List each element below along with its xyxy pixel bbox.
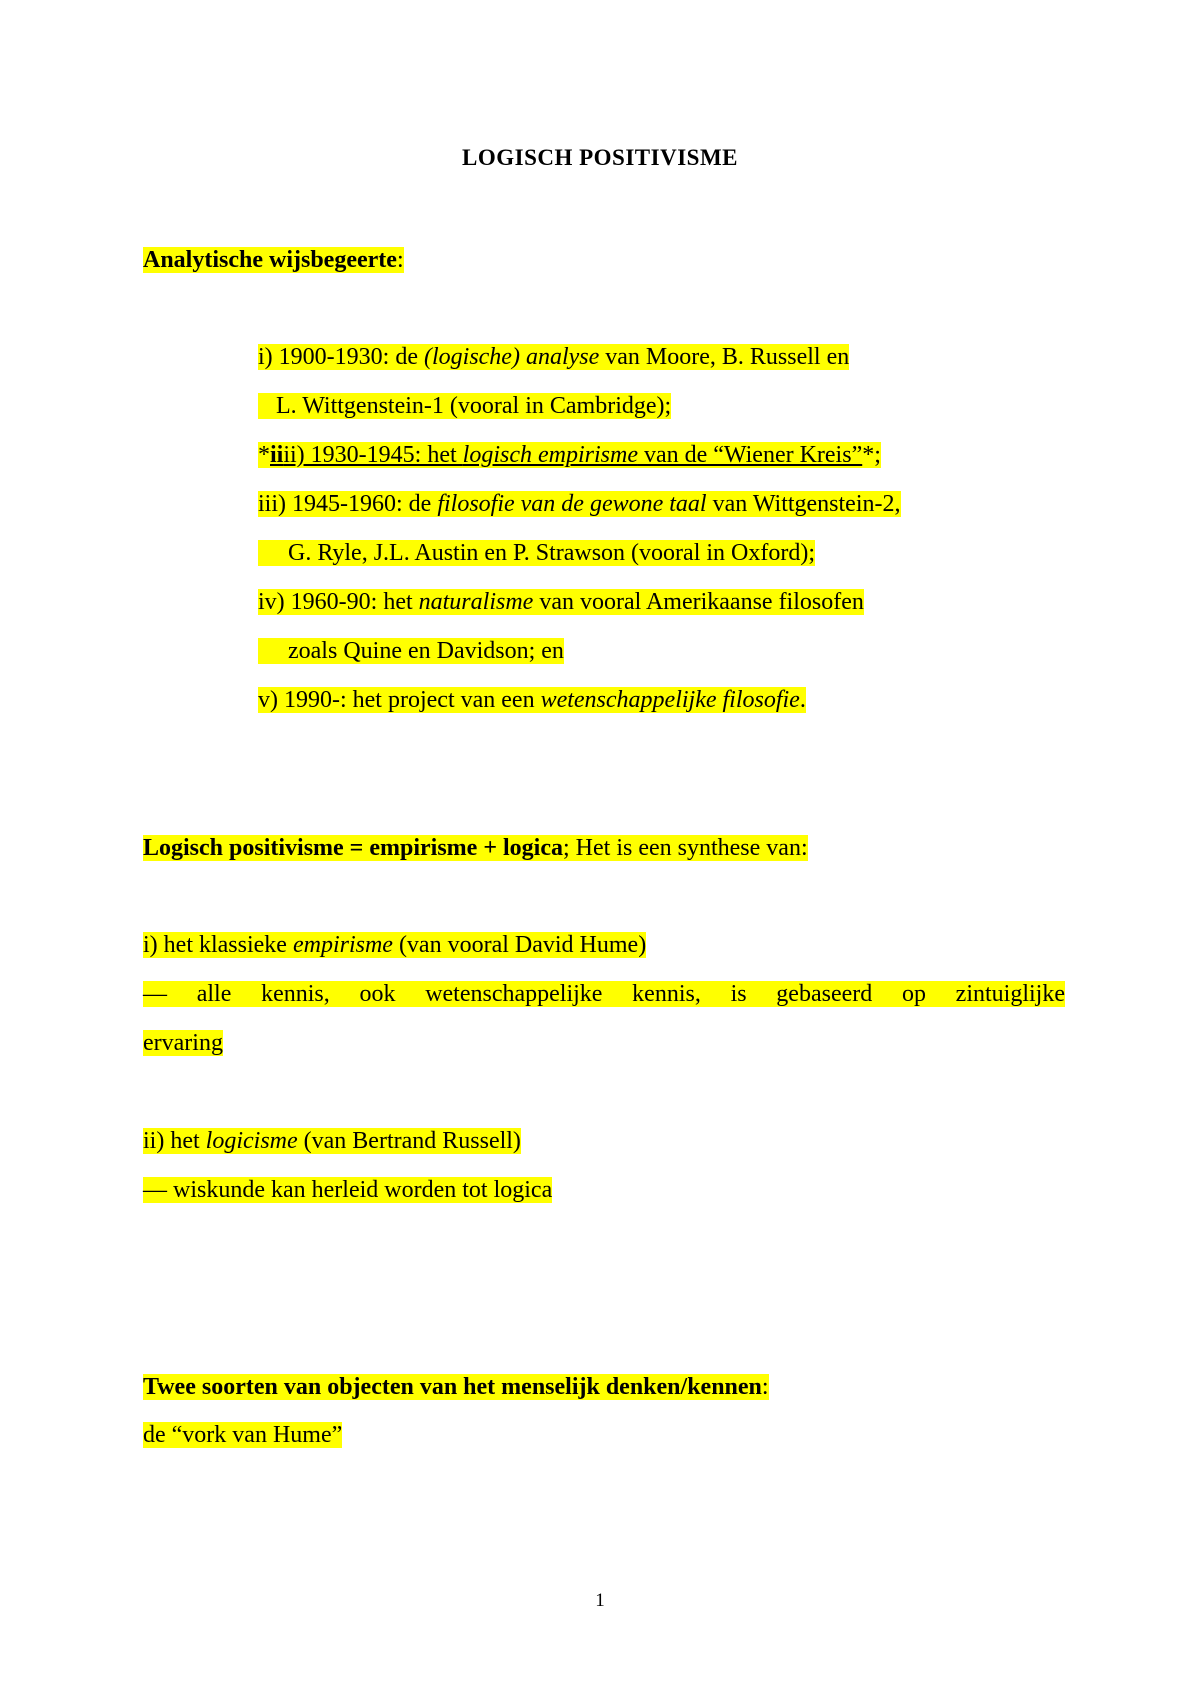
page-title: LOGISCH POSITIVISME bbox=[462, 145, 738, 170]
list-item-i: i) 1900-1930: de (logische) analyse van Moore, B. Russell en bbox=[258, 344, 850, 370]
heading-bold: Analytische wijsbegeerte bbox=[143, 247, 397, 273]
list-item-v: v) 1990-: het project van een wetenschappelijke filosofie. bbox=[258, 687, 806, 713]
synthesis-item-i-description-end: ervaring bbox=[143, 1030, 223, 1056]
synthesis-item-ii-description: — wiskunde kan herleid worden tot logica bbox=[143, 1177, 553, 1203]
list-item-i-continued: L. Wittgenstein-1 (vooral in Cambridge); bbox=[258, 392, 671, 420]
synthesis-item-i: i) het klassieke empirisme (van vooral David Hume) bbox=[143, 932, 647, 958]
synthesis-item-i-description: — alle kennis, ook wetenschappelijke kennis, is gebaseerd op zintuiglijke bbox=[143, 981, 1065, 1007]
synthesis-item-ii: ii) het logicisme (van Bertrand Russell) bbox=[143, 1128, 521, 1154]
list-item-iii: iii) 1945-1960: de filosofie van de gewone taal van Wittgenstein-2, bbox=[258, 491, 901, 517]
list-item-iv: iv) 1960-90: het naturalisme van vooral Amerikaanse filosofen bbox=[258, 589, 864, 615]
section-heading-logisch-positivisme: Logisch positivisme = empirisme + logica; Het is een synthese van: bbox=[143, 835, 808, 861]
section-heading-twee-soorten: Twee soorten van objecten van het menselijk denken/kennen: bbox=[143, 1374, 769, 1400]
section-heading-analytische: Analytische wijsbegeerte: bbox=[143, 247, 404, 273]
section-subheading-vork: de “vork van Hume” bbox=[143, 1422, 343, 1448]
list-item-ii: *iiii) 1930-1945: het logisch empirisme van de “Wiener Kreis”*; bbox=[258, 442, 881, 468]
list-item-iv-continued: zoals Quine en Davidson; en bbox=[258, 637, 564, 665]
list-item-iii-continued: G. Ryle, J.L. Austin en P. Strawson (vooral in Oxford); bbox=[258, 539, 815, 567]
page-number: 1 bbox=[595, 1590, 605, 1611]
